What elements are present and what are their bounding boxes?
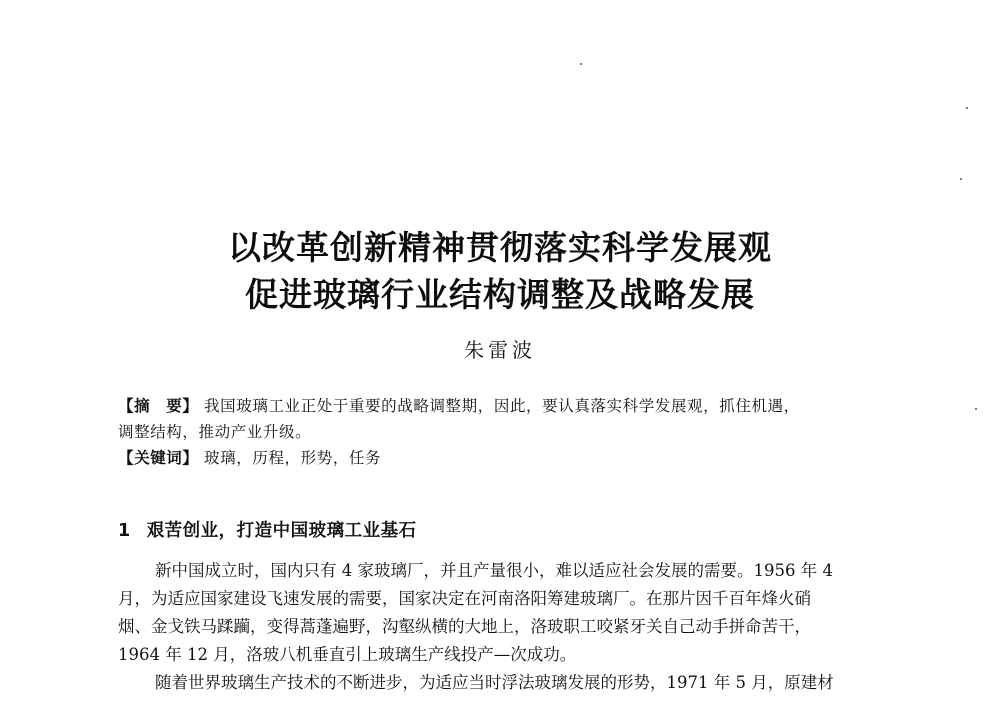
body-line: 月，为适应国家建设飞速发展的需要，国家决定在河南洛阳筹建玻璃厂。在那片因千百年烽火硝 [118, 589, 811, 608]
body-line: 烟、金戈铁马蹂躏，变得蒿蓬遍野，沟壑纵横的大地上，洛玻职工咬紧牙关自己动手拼命苦干， [118, 617, 811, 636]
scan-speck [960, 178, 962, 180]
section-number: 1 [118, 521, 131, 541]
paper-title-line-2: 促进玻璃行业结构调整及战略发展 [245, 275, 755, 314]
scan-speck [966, 107, 968, 109]
abstract-text-1: 我国玻璃工业正处于重要的战略调整期，因此，要认真落实科学发展观，抓住机遇， [204, 397, 800, 415]
body-line: 1964 年 12 月，洛玻八机垂直引上玻璃生产线投产—次成功。 [118, 645, 577, 664]
scan-speck [975, 408, 977, 410]
section-title: 艰苦创业，打造中国玻璃工业基石 [146, 521, 417, 541]
keywords-text: 玻璃，历程，形势，任务 [204, 449, 382, 467]
body-line: 随着世界玻璃生产技术的不断进步，为适应当时浮法玻璃发展的形势，1971 年 5 月，原建材 [155, 673, 834, 692]
paper-title-line-1: 以改革创新精神贯彻落实科学发展观 [228, 228, 772, 267]
keywords-line [118, 446, 888, 470]
section-1-heading [118, 517, 417, 542]
abstract-line-1 [118, 394, 888, 418]
body-line: 新中国成立时，国内只有 4 家玻璃厂，并且产量很小，难以适应社会发展的需要。1956 年 4 [155, 561, 833, 580]
keywords-label: 【关键词】 [118, 449, 199, 467]
author-name: 朱雷波 [464, 338, 536, 362]
scan-speck [580, 63, 582, 65]
abstract-line-2: 调整结构，推动产业升级。 [118, 423, 312, 441]
abstract-label: 【摘 要】 [118, 397, 199, 415]
